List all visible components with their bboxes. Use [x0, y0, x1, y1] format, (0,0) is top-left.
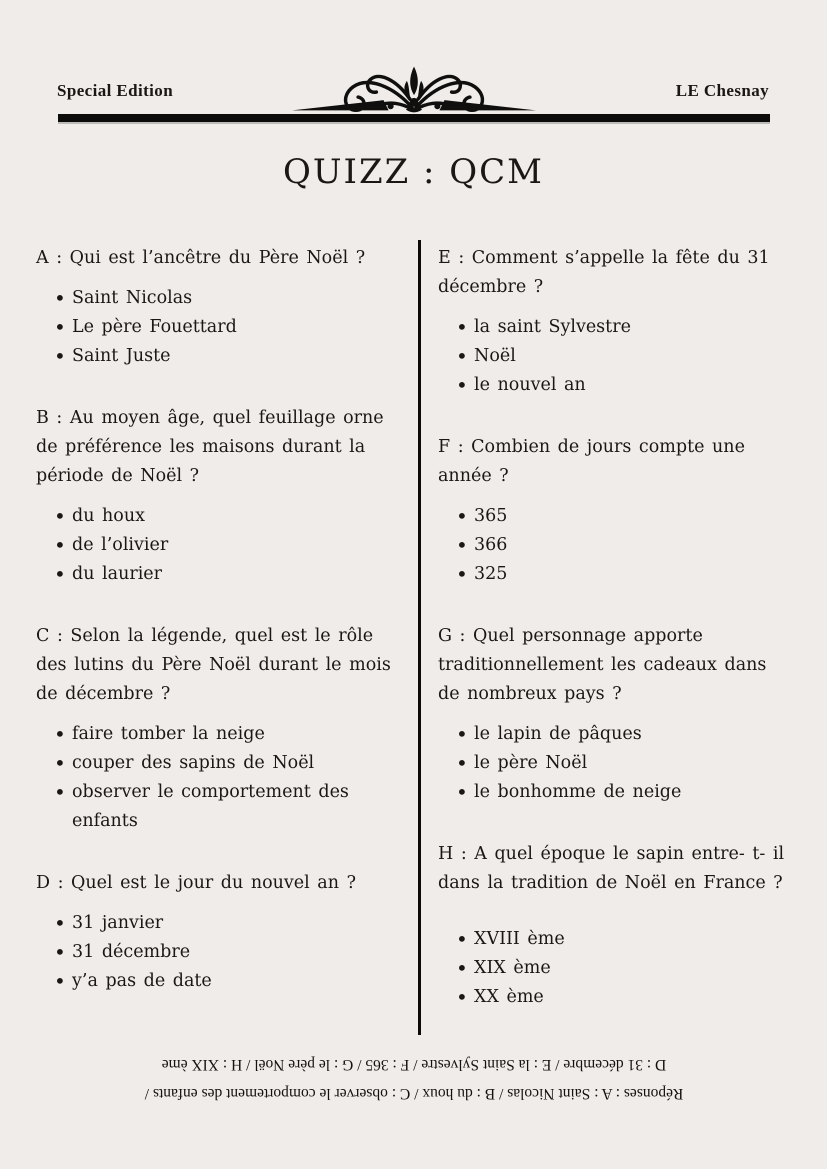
quiz-option: • 365	[438, 502, 791, 531]
quiz-option: • 325	[438, 560, 791, 589]
quiz-option: • Noël	[438, 342, 791, 371]
question-e-text: E : Comment s’appelle la fête du 31 décembre ?	[438, 248, 770, 297]
quiz-option: • XIX ème	[438, 954, 791, 983]
question-g-options	[438, 720, 791, 807]
question-e	[438, 244, 791, 400]
question-e-options	[438, 313, 791, 400]
question-a-text: A : Qui est l’ancêtre du Père Noël ?	[36, 248, 366, 268]
question-c-options	[36, 720, 402, 836]
quiz-option: • du laurier	[36, 560, 402, 589]
quiz-option: • y’a pas de date	[36, 967, 402, 996]
quiz-option: • 31 janvier	[36, 909, 402, 938]
quiz-option: • le bonhomme de neige	[438, 778, 791, 807]
quiz-option: • faire tomber la neige	[36, 720, 402, 749]
question-d	[36, 869, 402, 996]
page-title: QUIZZ : QCM	[283, 152, 544, 192]
quiz-option: • du houx	[36, 502, 402, 531]
question-a	[36, 244, 402, 371]
question-c	[36, 622, 402, 836]
question-h	[438, 840, 791, 1012]
quiz-column-left	[36, 244, 402, 1045]
publisher-label: LE Chesnay	[675, 81, 769, 100]
quiz-option: • le père Noël	[438, 749, 791, 778]
question-c-text: C : Selon la légende, quel est le rôle des lutins du Père Noël durant le mois de décembre ?	[36, 626, 391, 704]
quiz-option: • Saint Juste	[36, 342, 402, 371]
question-b	[36, 404, 402, 589]
quiz-option: • XVIII ème	[438, 925, 791, 954]
quiz-option: • Saint Nicolas	[36, 284, 402, 313]
question-h-text: H : A quel époque le sapin entre- t- il dans la tradition de Noël en France ?	[438, 844, 785, 893]
quiz-option: • Le père Fouettard	[36, 313, 402, 342]
answer-key	[58, 1050, 770, 1108]
quiz-option: • XX ème	[438, 983, 791, 1012]
quiz-option: • 366	[438, 531, 791, 560]
question-f-options	[438, 502, 791, 589]
flourish-ornament-icon	[292, 64, 536, 118]
quiz-option: • observer le comportement des enfants	[36, 778, 402, 836]
edition-label: Special Edition	[57, 81, 174, 100]
question-g-text: G : Quel personnage apporte traditionnellement les cadeaux dans de nombreux pays ?	[438, 626, 767, 704]
question-g	[438, 622, 791, 807]
quiz-option: • le nouvel an	[438, 371, 791, 400]
quiz-option: • 31 décembre	[36, 938, 402, 967]
quiz-option: • couper des sapins de Noël	[36, 749, 402, 778]
question-b-options	[36, 502, 402, 589]
question-f-text: F : Combien de jours compte une année ?	[438, 437, 745, 486]
question-d-options	[36, 909, 402, 996]
header-rule	[58, 114, 770, 122]
question-a-options	[36, 284, 402, 371]
question-d-text: D : Quel est le jour du nouvel an ?	[36, 873, 356, 893]
quiz-column-right	[438, 244, 791, 1045]
answer-key-line2: D : 31 décembre / E : la Saint Sylvestre / F : 365 / G : le père Noël / H : XIX ème	[161, 1056, 666, 1073]
quiz-option: • de l’olivier	[36, 531, 402, 560]
answer-key-line1: Réponses : A : Saint Nicolas / B : du houx / C : observer le comportement des enfants /	[144, 1085, 683, 1102]
quiz-option: • la saint Sylvestre	[438, 313, 791, 342]
quiz-option: • le lapin de pâques	[438, 720, 791, 749]
question-b-text: B : Au moyen âge, quel feuillage orne de préférence les maisons durant la période de Noël ?	[36, 408, 384, 486]
quiz-body	[36, 244, 791, 1045]
question-h-options	[438, 925, 791, 1012]
question-f	[438, 433, 791, 589]
